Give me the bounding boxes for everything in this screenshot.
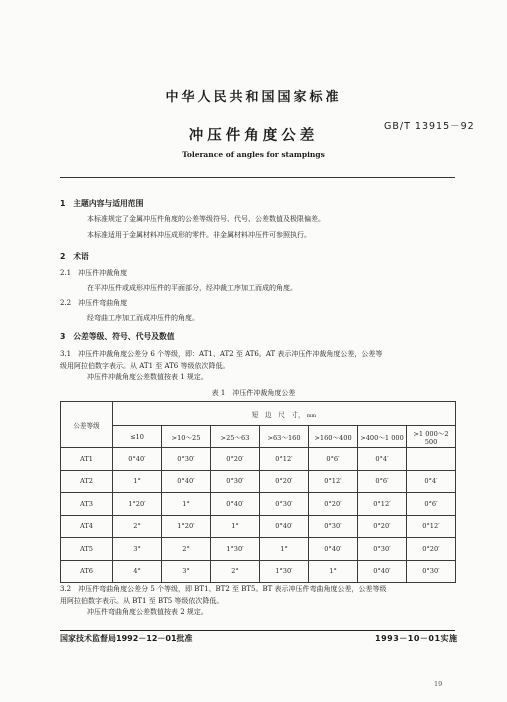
tolerance-cell: 0°20′ [211,448,260,471]
tolerance-cell: 1°20′ [113,493,162,516]
tolerance-cell: 0°6′ [407,493,456,516]
tolerance-cell: 1° [211,515,260,538]
tolerance-cell: 0°12′ [407,515,456,538]
column-header-7: >1 000～2 500 [407,426,456,448]
tolerance-cell: 1° [309,560,358,583]
tolerance-table [60,401,456,583]
tolerance-cell: 0°20′ [260,470,309,493]
tolerance-cell: 0°30′ [260,493,309,516]
footer-divider [60,630,455,631]
tolerance-cell: 0°12′ [358,493,407,516]
tolerance-cell: 0°40′ [309,538,358,561]
tolerance-cell: 0°12′ [260,448,309,471]
tolerance-cell: 1° [162,493,211,516]
table-row [61,560,456,583]
tolerance-cell [407,448,456,471]
clause-2-2-text: 经弯曲工序加工而成冲压件的角度。 [87,314,199,322]
section-1-paragraph-2: 本标准适用于金属材料冲压成形的零件。非金属材料冲压件可参照执行。 [87,231,311,239]
tolerance-cell: 0°30′ [162,448,211,471]
tolerance-cell: 0°40′ [113,448,162,471]
column-header-2: >10～25 [162,426,211,448]
clause-3-2-line-3: 冲压件弯曲角度公差数值按表 2 规定。 [87,608,208,616]
column-header-4: >63～160 [260,426,309,448]
tolerance-cell: 3° [113,538,162,561]
standard-code: GB/T 13915－92 [384,121,475,132]
clause-3-2-line-2: 用阿拉伯数字表示。从 BT1 至 BT5 等级依次降低。 [60,596,224,605]
tolerance-cell: 0°40′ [211,493,260,516]
tolerance-cell: 1°30′ [211,538,260,561]
table-row [61,538,456,561]
table-row [61,493,456,516]
length-header [113,402,456,426]
table-row [61,448,456,471]
tolerance-cell: 0°20′ [407,538,456,561]
clause-3-2-line-1: 3.2 冲压件弯曲角度公差分 5 个等级，即 BT1、BT2 至 BT5。BT 表示冲压件弯曲角度公差，公差等级 [60,585,387,593]
grade-cell: AT3 [61,493,113,516]
tolerance-cell: 0°40′ [162,470,211,493]
grade-cell: AT4 [61,515,113,538]
section-3-heading: 3 公差等级、符号、代号及数值 [60,332,175,341]
tolerance-cell: 0°12′ [309,470,358,493]
tolerance-cell: 0°30′ [358,538,407,561]
tolerance-cell: 0°20′ [358,515,407,538]
document-subtitle: Tolerance of angles for stampings [182,150,325,159]
tolerance-cell: 0°40′ [260,515,309,538]
length-header-unit: mm [306,412,317,419]
document-title: 冲压件角度公差 [188,128,319,144]
title-divider [60,177,455,178]
tolerance-cell: 0°6′ [309,448,358,471]
tolerance-cell: 0°6′ [358,470,407,493]
section-2-heading: 2 术语 [60,252,89,261]
tolerance-cell: 4° [113,560,162,583]
column-header-1: ≤10 [113,426,162,448]
implementation-date: 1993－10－01实施 [375,634,458,643]
clause-3-1-line-2: 级用阿拉伯数字表示。从 AT1 至 AT6 等级依次降低。 [60,361,230,370]
tolerance-cell: 2° [113,515,162,538]
clause-2-1-title: 2.1 冲压件冲裁角度 [60,269,128,277]
clause-2-2-title: 2.2 冲压件弯曲角度 [60,299,128,307]
tolerance-rows [61,448,456,583]
length-header-text: 短 边 尺 寸， [251,410,305,419]
clause-3-1-line-1: 3.1 冲压件冲裁角度公差分 6 个等级，即：AT1、AT2 至 AT6。AT 表示冲压件冲裁角度公差，公差等 [60,350,383,358]
tolerance-cell: 0°40′ [358,560,407,583]
grade-cell: AT1 [61,448,113,471]
column-header-5: >160～400 [309,426,358,448]
tolerance-cell: 1°20′ [162,515,211,538]
table-1-caption: 表 1 冲压件冲裁角度公差 [211,389,296,397]
grade-cell: AT6 [61,560,113,583]
tolerance-cell: 1°30′ [260,560,309,583]
tolerance-cell: 0°30′ [211,470,260,493]
tolerance-cell: 0°30′ [309,515,358,538]
clause-3-2 [60,584,460,619]
tolerance-cell: 1° [260,538,309,561]
section-1-paragraph-1: 本标准规定了金属冲压件角度的公差等级符号、代号、公差数值及极限偏差。 [87,215,325,223]
tolerance-cell: 0°20′ [309,493,358,516]
clause-3-1 [60,349,460,384]
table-row [61,515,456,538]
standard-title: 中华人民共和国国家标准 [165,90,342,105]
tolerance-cell: 2° [162,538,211,561]
column-header-row [61,426,456,448]
tolerance-cell: 0°4′ [407,470,456,493]
clause-3-1-line-3: 冲压件冲裁角度公差数值按表 1 规定。 [87,373,208,381]
clause-2-1-text: 在平冲压件或成形冲压件的平面部分，经冲裁工序加工而成的角度。 [87,284,297,292]
page-number: 19 [434,680,443,688]
approval-note: 国家技术监督局1992－12－01批准 [60,634,193,643]
tolerance-cell: 3° [162,560,211,583]
tolerance-cell: 0°4′ [358,448,407,471]
grade-cell: AT5 [61,538,113,561]
tolerance-cell: 2° [211,560,260,583]
column-header-3: >25～63 [211,426,260,448]
column-header-6: >400～1 000 [358,426,407,448]
table-row [61,470,456,493]
tolerance-cell: 1° [113,470,162,493]
grade-cell: AT2 [61,470,113,493]
tolerance-cell: 0°30′ [407,560,456,583]
section-1-heading: 1 主题内容与适用范围 [60,199,144,208]
grade-header: 公差等级 [61,402,113,448]
